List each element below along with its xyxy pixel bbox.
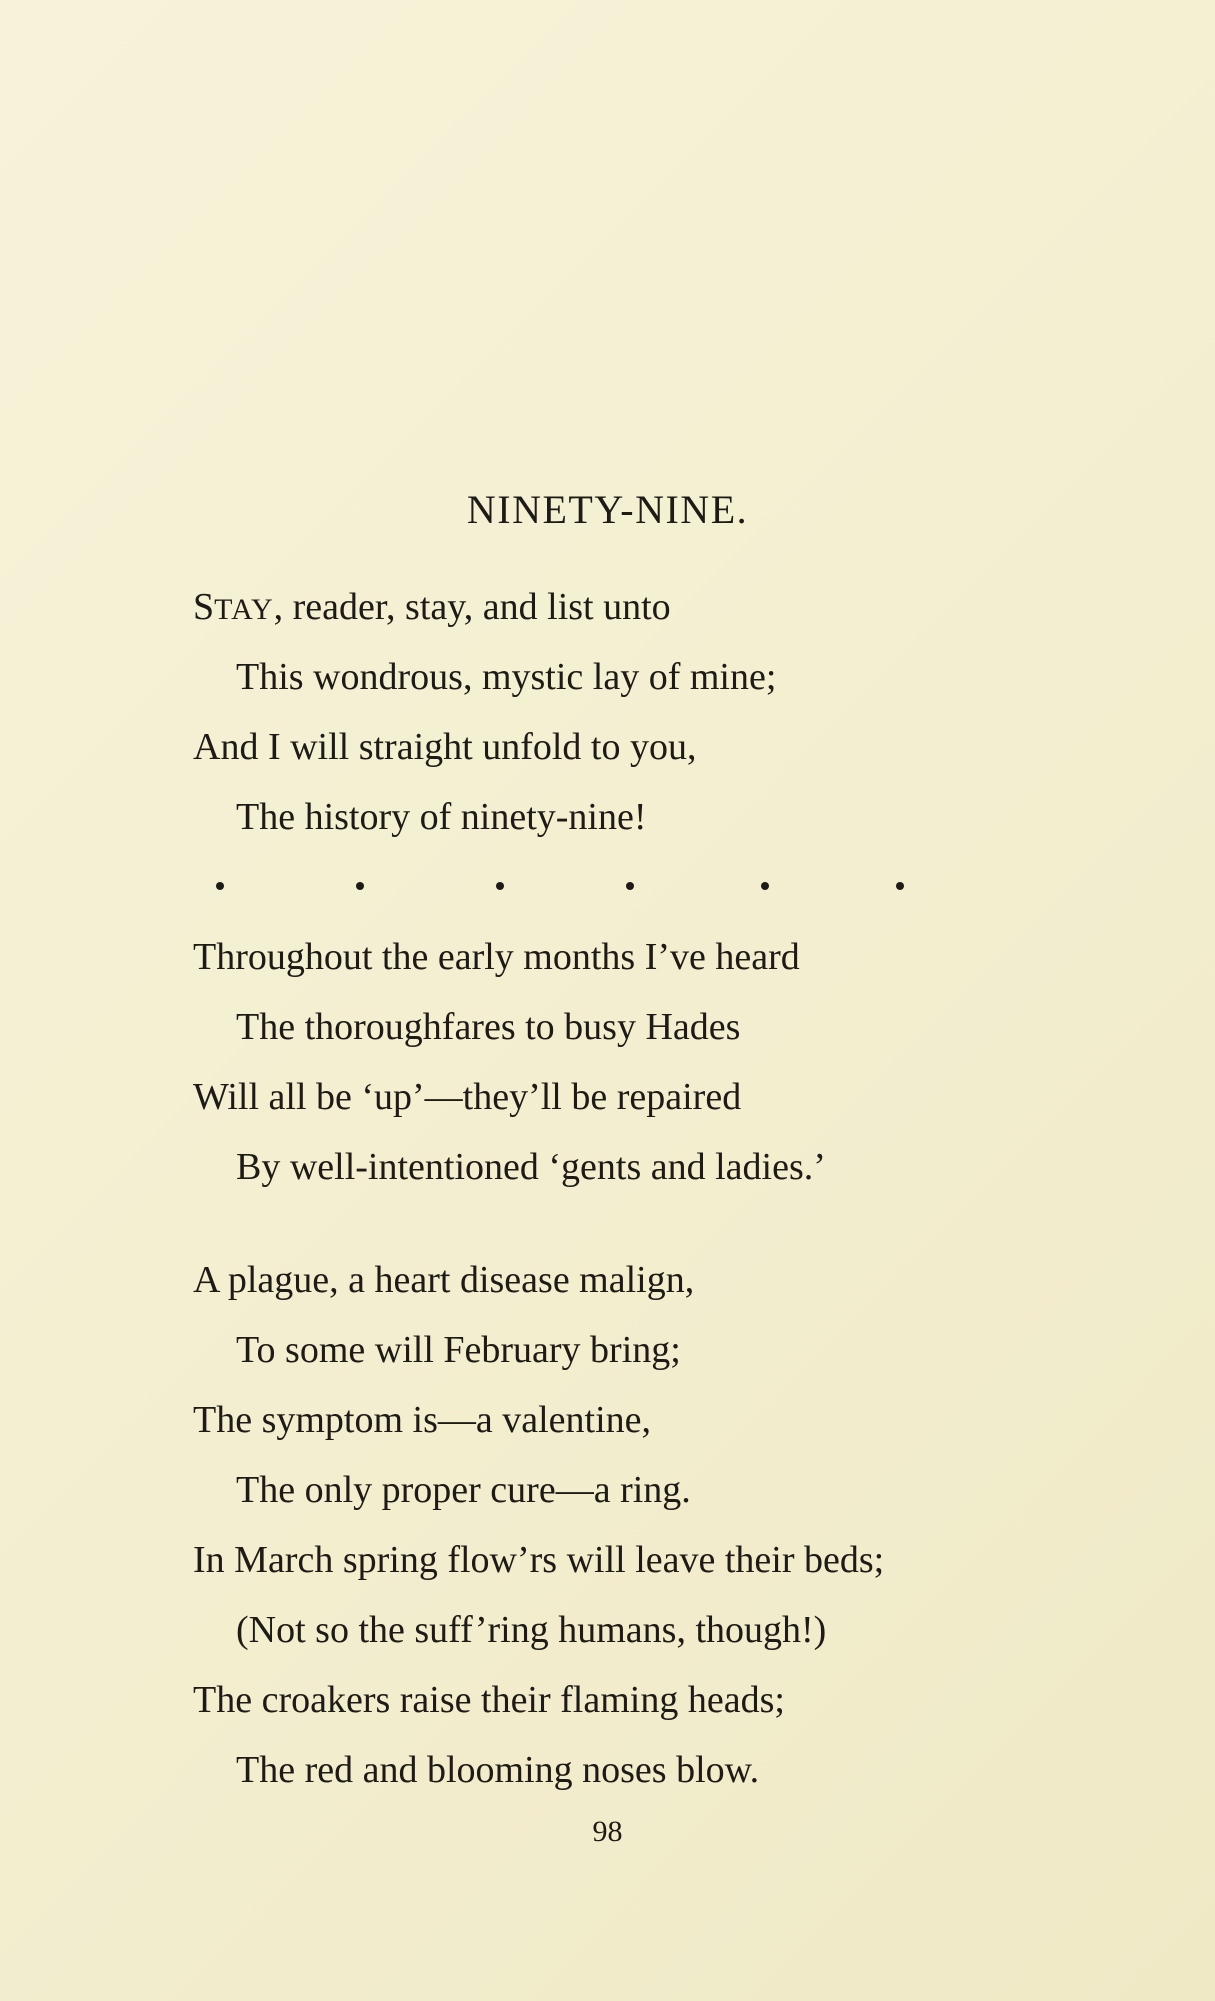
poem-line-11: The symptom is—a valentine, <box>193 1399 652 1441</box>
poem-line-2: This wondrous, mystic lay of mine; <box>236 656 777 698</box>
poem-line-14: (Not so the suff’ring humans, though!) <box>236 1609 827 1651</box>
ellipsis-dots-divider <box>216 876 916 896</box>
poem-line-6: The thoroughfares to busy Hades <box>236 1006 741 1048</box>
poem-line-9: A plague, a heart disease malign, <box>193 1259 695 1301</box>
poem-line-15: The croakers raise their flaming heads; <box>193 1679 785 1721</box>
dot-icon <box>356 882 364 890</box>
poem-title: NINETY-NINE. <box>466 487 749 532</box>
poem-line-16: The red and blooming noses blow. <box>236 1749 760 1791</box>
poem-line-12: The only proper cure—a ring. <box>236 1469 691 1511</box>
dot-icon <box>626 882 634 890</box>
poem-line-4: The history of ninety-nine! <box>236 796 647 838</box>
poem-line-8: By well-intentioned ‘gents and ladies.’ <box>236 1146 826 1188</box>
first-line-rest: , reader, stay, and list unto <box>273 586 671 628</box>
dot-icon <box>761 882 769 890</box>
poem-line-1 <box>193 585 671 632</box>
poem-line-5: Throughout the early months I’ve heard <box>193 936 800 978</box>
poem-line-10: To some will February bring; <box>236 1329 681 1371</box>
poem-line-7: Will all be ‘up’—they’ll be repaired <box>193 1076 742 1118</box>
dot-icon <box>496 882 504 890</box>
dot-icon <box>896 882 904 890</box>
small-caps-rest: TAY <box>214 593 274 626</box>
small-caps-initial: S <box>193 586 215 628</box>
page-number: 98 <box>592 1815 623 1848</box>
poem-line-3: And I will straight unfold to you, <box>193 726 697 768</box>
poem-line-13: In March spring flow’rs will leave their beds; <box>193 1539 885 1581</box>
dot-icon <box>216 882 224 890</box>
